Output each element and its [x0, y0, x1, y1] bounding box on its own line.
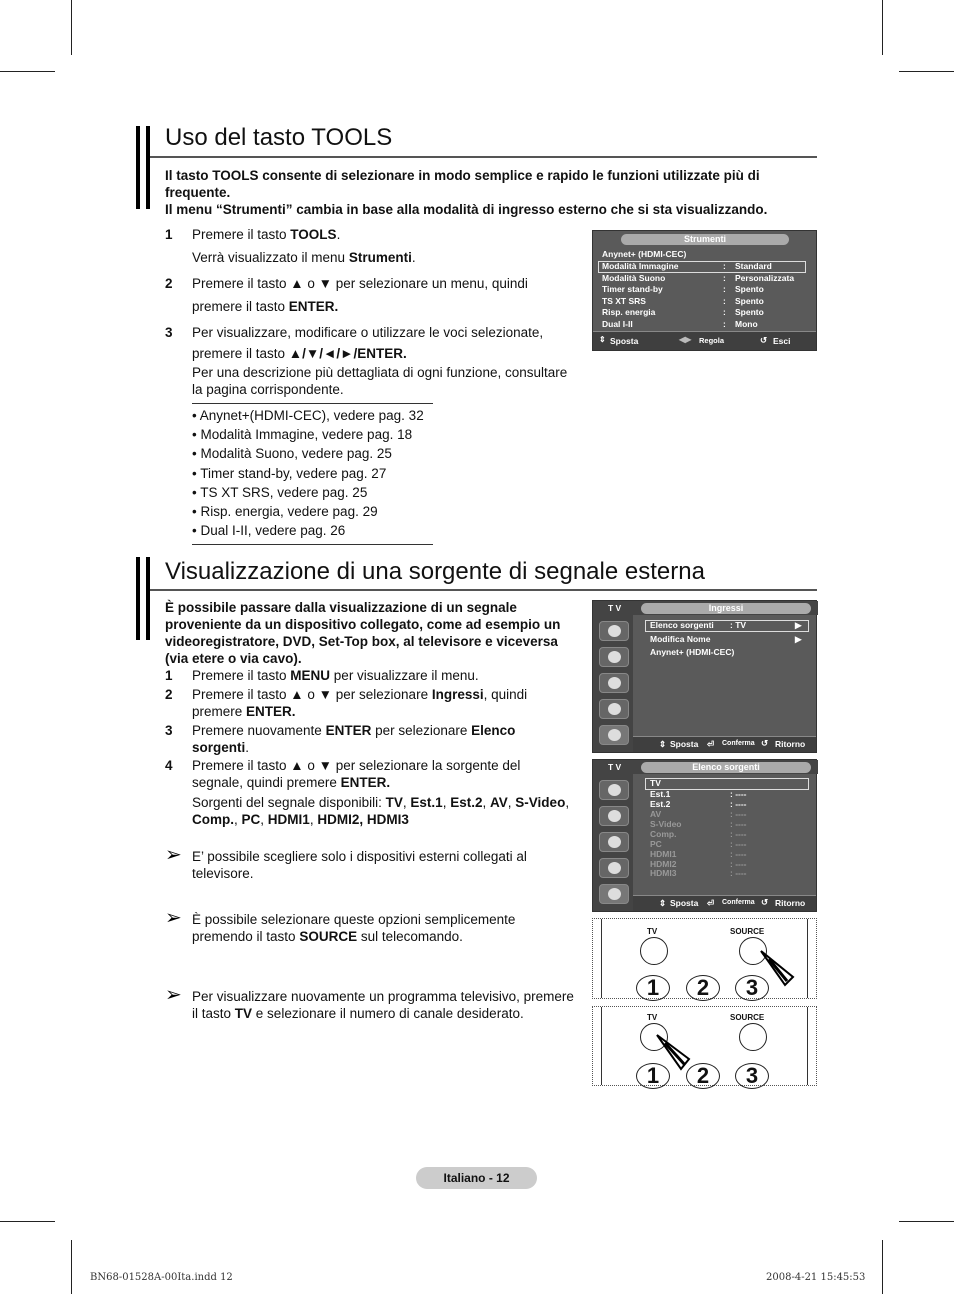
enter-icon: ⏎: [707, 898, 715, 908]
source-name: TV: [385, 795, 403, 810]
menu-colon: :: [723, 307, 726, 317]
menu-row-value: : TV: [730, 620, 747, 630]
menu-footer: [593, 331, 816, 350]
step-text: , quindi: [483, 687, 528, 702]
menu-row-value: Personalizzata: [735, 273, 795, 283]
source-row: HDMI2: [650, 859, 677, 869]
source-row: Est.2: [650, 799, 671, 809]
list-item: • Anynet+(HDMI-CEC), vedere pag. 32: [192, 408, 424, 423]
submenu-arrow-icon: ▶: [795, 634, 802, 644]
tv-button-label: TV: [647, 927, 658, 936]
note-text: il tasto: [192, 1005, 235, 1021]
source-name: Est.1: [410, 795, 443, 810]
step-key: sorgenti: [192, 739, 246, 755]
source-row: Est.1: [650, 789, 671, 799]
source-name: HDMI2, HDMI3: [317, 811, 409, 827]
setup-icon: [599, 858, 629, 878]
menu-row-label: Modalità Suono: [602, 273, 666, 283]
menu-row-value: Spento: [735, 296, 764, 306]
step-number: 1: [165, 668, 173, 683]
note-text: E’ possibile scegliere solo i dispositivi esterni collegati al: [192, 849, 527, 864]
source-row: AV: [650, 809, 662, 819]
source-row: HDMI1: [650, 849, 677, 859]
intro-line: Il menu “Strumenti” cambia in base alla modalità di ingresso esterno che si sta visualizzando.: [165, 202, 768, 217]
footer-move: Sposta: [670, 898, 699, 908]
source-name: S-Video: [515, 795, 566, 810]
menu-row-value: Spento: [735, 284, 764, 294]
step-text: la pagina corrispondente.: [192, 382, 344, 397]
remote-source-illustration: [592, 918, 817, 999]
step-text: Per visualizzare, modificare o utilizzare le voci selezionate,: [192, 325, 544, 340]
step-number: 2: [165, 687, 173, 702]
source-name: PC: [241, 811, 261, 827]
list-item: • TS XT SRS, vedere pag. 25: [192, 484, 368, 500]
sep: ,: [260, 811, 268, 827]
menu-row-label: Dual I-II: [602, 319, 633, 329]
crop-mark: [71, 0, 72, 55]
enter-icon: ⏎: [707, 739, 715, 749]
number-button-3: 3: [735, 975, 769, 1001]
menu-row-label: Risp. energia: [602, 307, 656, 317]
crop-mark: [71, 1240, 72, 1294]
print-slug-left: BN68-01528A-00Ita.indd 12: [90, 1272, 233, 1283]
menu-colon: :: [723, 261, 726, 271]
menu-sidebar: [593, 774, 633, 911]
step-text: Premere il tasto ▲ o ▼ per selezionare la sorgente del: [192, 758, 521, 773]
sound-icon: [599, 647, 629, 667]
step-key: ENTER.: [288, 299, 339, 314]
step-key: TOOLS: [290, 227, 337, 242]
source-row-value: : ----: [730, 799, 747, 809]
note-text: televisore.: [192, 865, 254, 881]
bullet-rule: [192, 403, 433, 404]
menu-row-value: Mono: [735, 319, 758, 329]
channel-icon: [599, 673, 629, 693]
footer-enter: Conferma: [722, 899, 755, 906]
setup-icon: [599, 699, 629, 719]
page-title: Uso del tasto TOOLS: [165, 124, 393, 151]
menu-colon: :: [723, 284, 726, 294]
intro-line: frequente.: [165, 185, 231, 200]
step-text: .: [411, 250, 416, 265]
arrow-icon: ➢: [165, 984, 182, 1006]
source-row-value: : ----: [730, 859, 747, 869]
step-key: ENTER.: [340, 774, 391, 790]
tv-button: [640, 937, 668, 965]
footer-return: Ritorno: [775, 898, 806, 908]
source-row-value: : ----: [730, 809, 747, 819]
source-button: [739, 1023, 767, 1051]
step-text: per visualizzare il menu.: [330, 668, 479, 683]
step-number: 4: [165, 758, 173, 773]
intro-text: [165, 167, 805, 218]
menu-sidebar: [593, 615, 633, 752]
step-number: 3: [165, 325, 173, 340]
print-slug-right: 2008-4-21 15:45:53: [766, 1272, 866, 1283]
menu-footer: [633, 736, 816, 752]
intro-line: Il tasto TOOLS consente di selezionare in modo semplice e rapido le funzioni utilizzate più di: [165, 168, 760, 183]
source-row: TV: [650, 778, 661, 788]
step-key: ENTER.: [246, 703, 296, 719]
step-text: Premere il tasto: [192, 668, 291, 683]
note-key: SOURCE: [299, 928, 358, 944]
menu-header: Ingressi: [641, 603, 811, 614]
source-name: HDMI1: [267, 811, 310, 827]
tools-menu-screen: [592, 230, 817, 351]
source-row-value: : ----: [730, 789, 747, 799]
bullet-list: [192, 406, 424, 540]
list-item: • Risp. energia, vedere pag. 29: [192, 504, 378, 520]
intro-line: È possibile passare dalla visualizzazione di un segnale: [165, 600, 517, 615]
updown-icon: ⇕: [659, 898, 667, 908]
source-name: Est.2: [450, 795, 483, 810]
crop-mark: [882, 1240, 883, 1294]
tv-label: T V: [608, 762, 622, 772]
sep: ,: [309, 811, 318, 827]
input-icon: [599, 884, 629, 904]
menu-row-label: Elenco sorgenti: [650, 620, 714, 630]
menu-colon: :: [723, 273, 726, 283]
step-text: Premere il tasto ▲ o ▼ per selezionare un menu, quindi: [192, 276, 528, 291]
crop-mark: [882, 0, 883, 55]
menu-row-label: Modalità Immagine: [602, 261, 679, 271]
step-text: premere: [192, 703, 247, 719]
footer-adjust: Regola: [699, 336, 725, 345]
step-key: MENU: [290, 668, 331, 683]
channel-icon: [599, 832, 629, 852]
tv-button-label: TV: [647, 1013, 658, 1022]
sep: ,: [482, 795, 491, 810]
crop-mark: [0, 71, 55, 72]
leftright-icon: ◀▶: [679, 335, 692, 344]
footer-return: Ritorno: [775, 739, 806, 749]
source-row: S-Video: [650, 819, 682, 829]
source-list-screen: [592, 759, 817, 912]
return-icon: ↺: [761, 897, 769, 907]
step-text: Premere il tasto: [192, 227, 291, 242]
number-button-3: 3: [735, 1063, 769, 1089]
title-rule: [150, 589, 817, 591]
note-text: premendo il tasto: [192, 928, 300, 944]
source-row-value: : ----: [730, 849, 747, 859]
intro-line: videoregistratore, DVD, Set-Top box, al televisore e viceversa: [165, 634, 558, 649]
menu-row-label: Anynet+ (HDMI-CEC): [650, 647, 735, 657]
sep: ,: [442, 795, 451, 810]
step-text: premere il tasto: [192, 299, 289, 314]
number-button-2: 2: [686, 975, 720, 1001]
step-text: per selezionare: [371, 723, 472, 738]
source-row: Comp.: [650, 829, 677, 839]
sep: ,: [234, 811, 242, 827]
footer-move: Sposta: [670, 739, 699, 749]
menu-colon: :: [723, 319, 726, 329]
step-text: Verrà visualizzato il menu: [192, 250, 349, 265]
number-button-1: 1: [636, 1063, 670, 1089]
source-button-label: SOURCE: [730, 927, 765, 936]
remote-tv-illustration: [592, 1006, 817, 1086]
step-key: Ingressi: [431, 687, 484, 702]
note-text: È possibile selezionare queste opzioni semplicemente: [192, 912, 516, 927]
source-name: Comp.: [192, 811, 234, 827]
updown-icon: ⇕: [659, 739, 667, 749]
step-key: Elenco: [471, 723, 516, 738]
number-button-2: 2: [686, 1063, 720, 1089]
crop-mark: [899, 1221, 954, 1222]
menu-footer: [633, 895, 816, 911]
crop-mark: [899, 71, 954, 72]
step-number: 3: [165, 723, 173, 738]
list-item: • Timer stand-by, vedere pag. 27: [192, 465, 387, 481]
section-bar-stripe: [140, 126, 146, 209]
step-text: Premere il tasto ▲ o ▼ per selezionare: [192, 687, 432, 702]
source-row-value: : ----: [730, 839, 747, 849]
step-text: Per una descrizione più dettagliata di ogni funzione, consultare: [192, 365, 568, 380]
return-icon: ↺: [760, 335, 768, 345]
updown-icon: ⇕: [599, 335, 606, 344]
arrow-icon: ➢: [165, 907, 182, 929]
picture-icon: [599, 780, 629, 800]
input-icon: [599, 725, 629, 745]
return-icon: ↺: [761, 738, 769, 748]
step-key: ENTER: [325, 723, 372, 738]
source-row-value: : ----: [730, 868, 747, 878]
footer-move: Sposta: [610, 336, 639, 346]
step-text: segnale, quindi premere: [192, 774, 341, 790]
list-item: • Modalità Suono, vedere pag. 25: [192, 446, 392, 462]
bullet-rule: [192, 544, 433, 545]
step-text: Premere nuovamente: [192, 723, 326, 738]
source-row-value: : ----: [730, 829, 747, 839]
menu-row-value: Spento: [735, 307, 764, 317]
menu-header: Elenco sorgenti: [641, 762, 811, 773]
step-number: 1: [165, 227, 173, 242]
step-text: Sorgenti del segnale disponibili:: [192, 795, 386, 810]
tv-label: T V: [608, 603, 622, 613]
intro-line: proveniente da un dispositivo collegato, come ad esempio un: [165, 617, 561, 632]
note-text: sul telecomando.: [357, 928, 463, 944]
arrow-icon: ➢: [165, 844, 182, 866]
sep: ,: [507, 795, 516, 810]
step-key: ▲/▼/◄/►/ENTER.: [288, 346, 407, 361]
menu-row-anynet: Anynet+ (HDMI-CEC): [602, 249, 687, 259]
source-row-value: : ----: [730, 819, 747, 829]
section-bar-stripe: [140, 557, 146, 640]
menu-row-label: Timer stand-by: [602, 284, 663, 294]
page-number: Italiano - 12: [416, 1167, 537, 1189]
crop-mark: [0, 1221, 55, 1222]
step-key: Strumenti: [348, 250, 412, 265]
source-button-label: SOURCE: [730, 1013, 765, 1022]
note-text: e selezionare il numero di canale desiderato.: [252, 1005, 524, 1021]
list-item: • Dual I-II, vedere pag. 26: [192, 523, 346, 539]
number-button-1: 1: [636, 975, 670, 1001]
menu-row-label: TS XT SRS: [602, 296, 646, 306]
sep: ,: [402, 795, 411, 810]
source-row: HDMI3: [650, 868, 677, 878]
menu-row-label: Modifica Nome: [650, 634, 711, 644]
step-text: premere il tasto: [192, 346, 289, 361]
input-menu-screen: [592, 600, 817, 753]
source-row: PC: [650, 839, 662, 849]
note-key: TV: [234, 1005, 253, 1021]
source-name: AV: [490, 795, 508, 810]
step-number: 2: [165, 276, 173, 291]
section-title: Visualizzazione di una sorgente di segnale esterna: [165, 558, 705, 585]
section2-intro: [165, 599, 585, 667]
note-text: Per visualizzare nuovamente un programma televisivo, premere: [192, 989, 574, 1004]
intro-line: (via etere o via cavo).: [165, 651, 302, 666]
title-rule: [150, 156, 817, 158]
footer-exit: Esci: [773, 336, 791, 346]
picture-icon: [599, 621, 629, 641]
sep: ,: [565, 795, 570, 810]
list-item: • Modalità Immagine, vedere pag. 18: [192, 427, 413, 443]
menu-row-value: Standard: [735, 261, 772, 271]
menu-header: Strumenti: [621, 234, 789, 245]
sound-icon: [599, 806, 629, 826]
submenu-arrow-icon: ▶: [795, 620, 802, 630]
menu-colon: :: [723, 296, 726, 306]
step-text: .: [245, 739, 250, 755]
step-text: .: [336, 227, 341, 242]
footer-enter: Conferma: [722, 740, 755, 747]
